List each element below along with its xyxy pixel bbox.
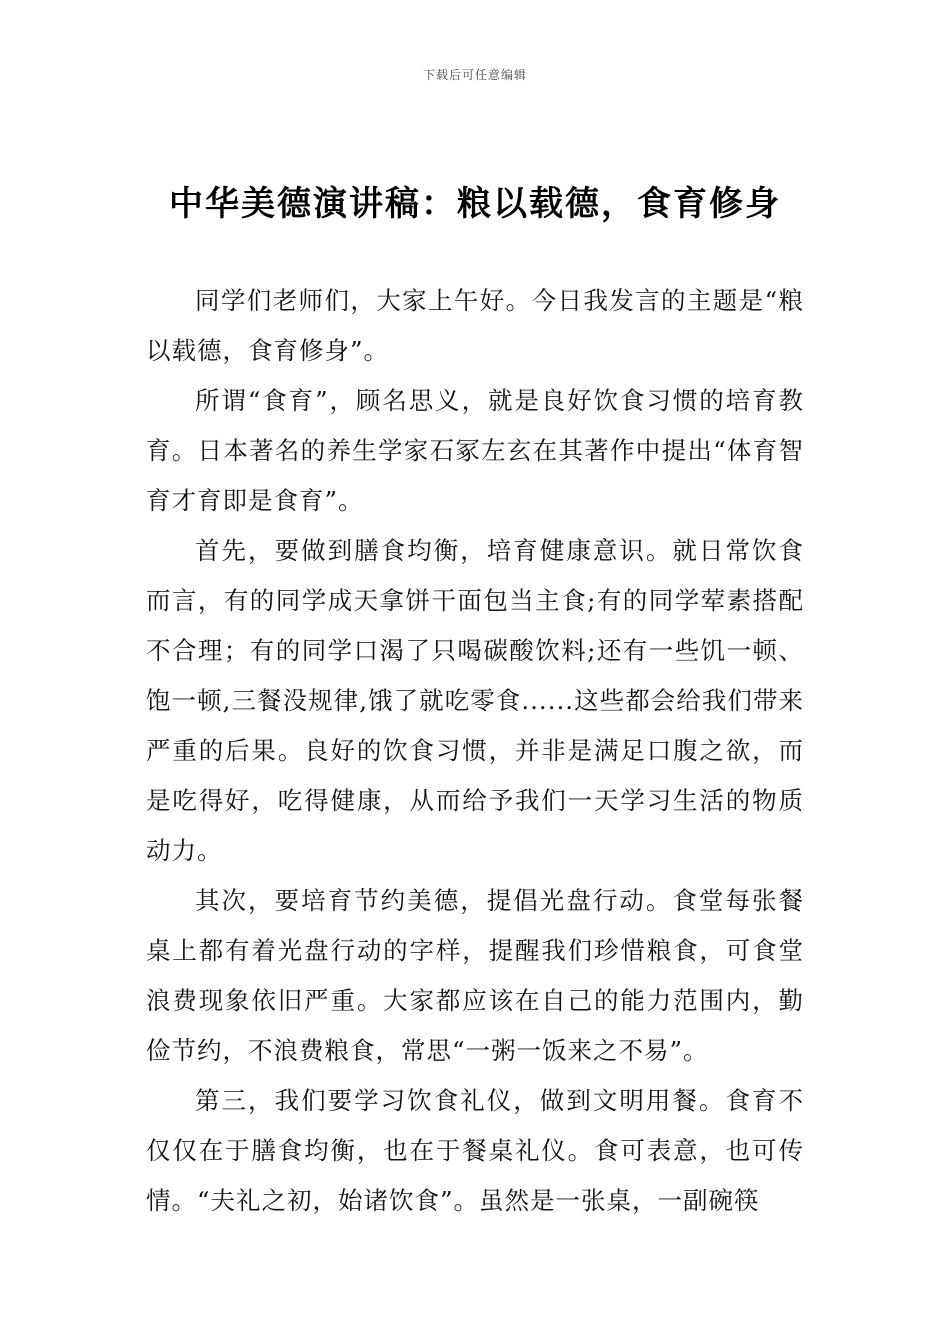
paragraph: 首先，要做到膳食均衡，培育健康意识。就日常饮食而言，有的同学成天拿饼干面包当主食;有的同学荤素搭配不合理；有的同学口渴了只喝碳酸饮料;还有一些饥一顿、饱一顿,三餐没规律,饿了就吃零食......这些都会给我们带来严重的后果。良好的饮食习惯，并非是满足口腹之欲，而是吃得好，吃得健康，从而给予我们一天学习生活的物质动力。 (146, 536, 804, 865)
document-title: 中华美德演讲稿：粮以载德，食育修身 (169, 184, 781, 224)
paragraph: 第三，我们要学习饮食礼仪，做到文明用餐。食育不仅仅在于膳食均衡，也在于餐桌礼仪。食可表意，也可传情。“夫礼之初，始诸饮食”。虽然是一张桌，一副碗筷 (146, 1086, 804, 1215)
paragraph: 同学们老师们，大家上午好。今日我发言的主题是“粮以载德，食育修身”。 (146, 286, 804, 365)
paragraph: 其次，要培育节约美德，提倡光盘行动。食堂每张餐桌上都有着光盘行动的字样，提醒我们珍惜粮食，可食堂浪费现象依旧严重。大家都应该在自己的能力范围内，勤俭节约，不浪费粮食，常思“一粥一饭来之不易”。 (146, 886, 804, 1065)
document-body (146, 276, 804, 1226)
paragraph: 所谓“食育”，顾名思义，就是良好饮食习惯的培育教育。日本著名的养生学家石冢左玄在其著作中提出“体育智育才育即是食育”。 (146, 386, 804, 515)
header-note: 下载后可任意编辑 (422, 68, 527, 82)
